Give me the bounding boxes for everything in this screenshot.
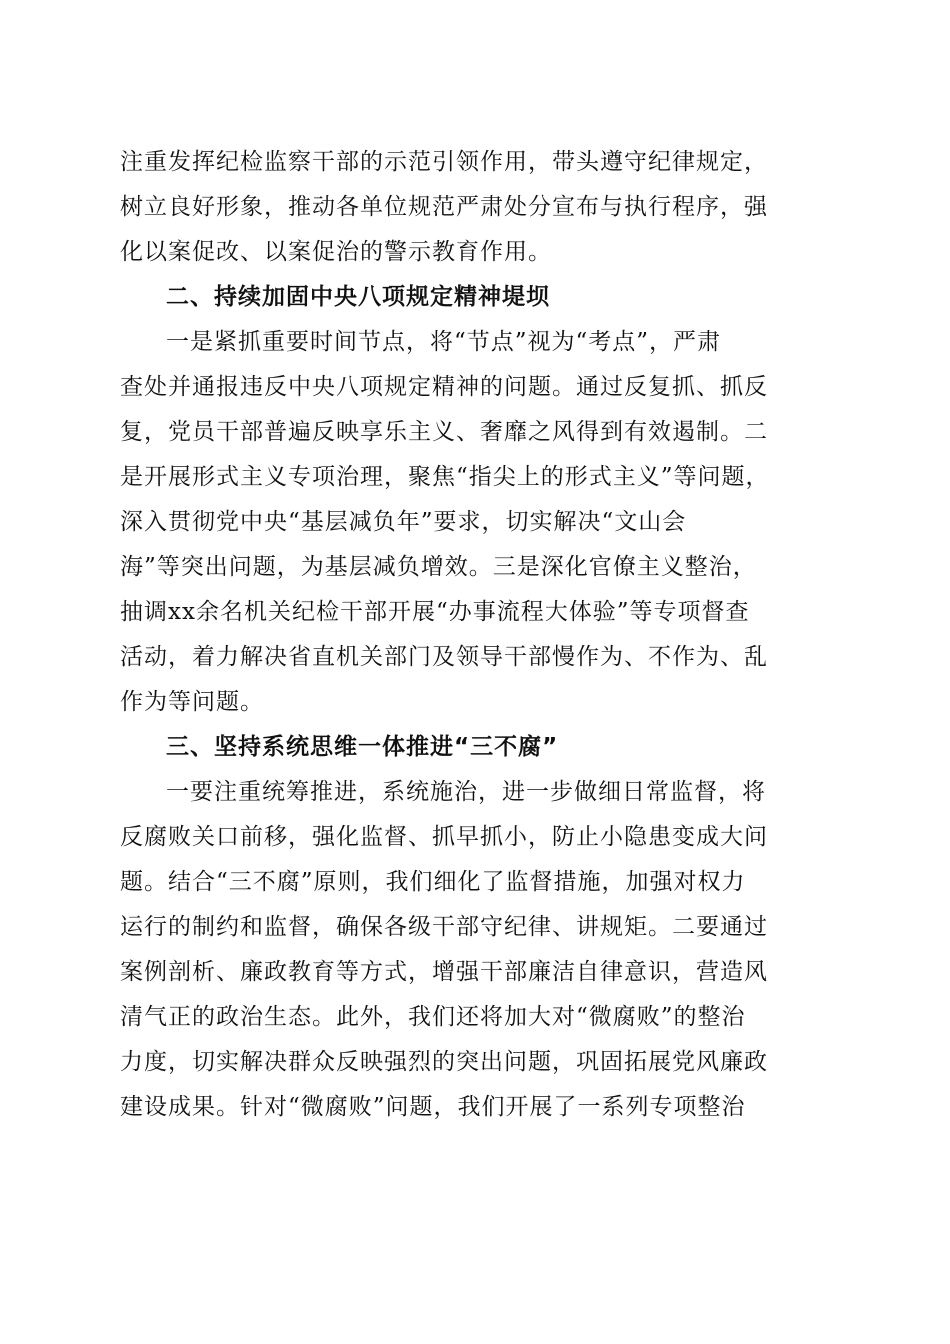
text-line: 化以案促改、以案促治的警示教育作用。 <box>120 239 552 265</box>
text-line: 一是紧抓重要时间节点，将“节点”视为“考点”，严肃 <box>166 329 722 355</box>
text-line: 反腐败关口前移，强化监督、抓早抓小，防止小隐患变成大问 <box>120 824 768 850</box>
text-line: 建设成果。针对“微腐败”问题，我们开展了一系列专项整治 <box>120 1094 746 1120</box>
text-line: 作为等问题。 <box>120 689 264 715</box>
text-line: 清气正的政治生态。此外，我们还将加大对“微腐败”的整治 <box>120 1004 746 1030</box>
text-line: 力度，切实解决群众反映强烈的突出问题，巩固拓展党风廉政 <box>120 1049 768 1075</box>
text-line: 查处并通报违反中央八项规定精神的问题。通过反复抓、抓反 <box>120 374 768 400</box>
text-line: 活动，着力解决省直机关部门及领导干部慢作为、不作为、乱 <box>120 644 768 670</box>
section-three-heading: 三、坚持系统思维一体推进“三不腐” <box>166 734 559 760</box>
text-line: 树立良好形象，推动各单位规范严肃处分宣布与执行程序，强 <box>120 194 768 220</box>
text-line: 复，党员干部普遍反映享乐主义、奢靡之风得到有效遏制。二 <box>120 419 768 445</box>
intro-paragraph <box>120 140 830 275</box>
text-line: 抽调xx余名机关纪检干部开展“办事流程大体验”等专项督查 <box>120 599 750 625</box>
text-line: 海”等突出问题，为基层减负增效。三是深化官僚主义整治， <box>120 554 757 580</box>
section-three-paragraph <box>120 770 830 1130</box>
text-line: 一要注重统筹推进，系统施治，进一步做细日常监督，将 <box>166 779 766 805</box>
text-line: 深入贯彻党中央“基层减负年”要求，切实解决“文山会 <box>120 509 687 535</box>
document-body <box>120 140 830 1130</box>
section-two-paragraph <box>120 320 830 725</box>
text-line: 运行的制约和监督，确保各级干部守纪律、讲规矩。二要通过 <box>120 914 768 940</box>
text-line: 注重发挥纪检监察干部的示范引领作用，带头遵守纪律规定， <box>120 149 768 175</box>
text-line: 案例剖析、廉政教育等方式，增强干部廉洁自律意识，营造风 <box>120 959 768 985</box>
text-line: 题。结合“三不腐”原则，我们细化了监督措施，加强对权力 <box>120 869 746 895</box>
section-two-heading: 二、持续加固中央八项规定精神堤坝 <box>166 284 550 310</box>
text-line: 是开展形式主义专项治理，聚焦“指尖上的形式主义”等问题， <box>120 464 770 490</box>
